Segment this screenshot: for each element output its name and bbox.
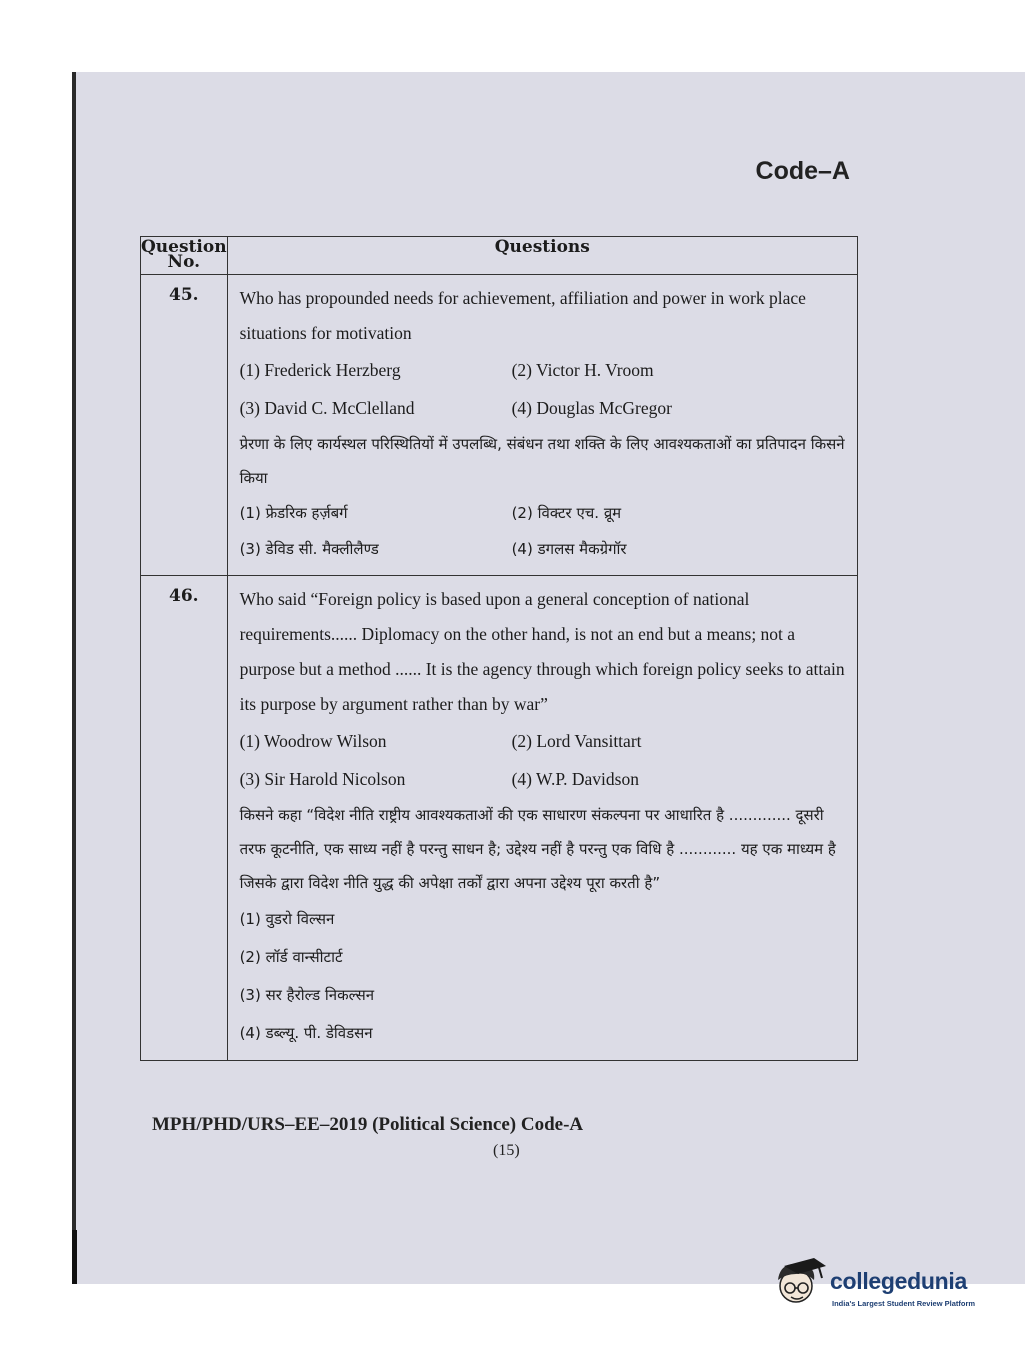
question-row-46	[141, 576, 858, 1061]
options-en	[240, 351, 853, 427]
question-text-en: Who said “Foreign policy is based upon a general conception of national requirements...... Diplomacy on the other hand, is not an end but a means; not a purpose but a method ...... It is the agency through which foreign policy seeks to attain its purpose by argument rather than by war”	[239, 589, 845, 714]
logo-name: collegedunia	[830, 1268, 967, 1294]
question-no-header: Question No.	[141, 237, 228, 275]
collegedunia-logo[interactable]	[770, 1250, 1000, 1318]
option-2: (2) Lord Vansittart	[511, 731, 642, 751]
option-2: (2) Victor H. Vroom	[511, 360, 654, 380]
question-body	[227, 275, 857, 576]
option-1: (1) Frederick Herzberg	[239, 360, 401, 380]
questions-table	[140, 236, 858, 1061]
footer-title: MPH/PHD/URS–EE–2019 (Political Science) Code-A	[152, 1114, 584, 1135]
bleed-through-text	[140, 172, 150, 205]
question-body	[227, 576, 857, 1061]
option-2-hi: (2) विक्टर एच. व्रूम	[511, 504, 622, 522]
code-label: Code–A	[755, 157, 850, 185]
option-2-hi: (2) लॉर्ड वान्सीटार्ट	[239, 948, 343, 966]
scan-edge-left	[72, 72, 76, 1284]
questions-header: Questions	[227, 237, 857, 275]
question-text-hi: किसने कहा “विदेश नीति राष्ट्रीय आवश्यकताओं की एक साधारण संकल्पना पर आधारित है ............. दूसरी तरफ कूटनीति, एक साध्य नहीं है परन्तु साधन है; उद्देश्य नहीं है परन्तु एक विधि है ............ यह एक माध्यम है जिसके द्वारा विदेश नीति युद्ध की अपेक्षा तर्कों द्वारा अपना उद्देश्य पूरा करती है”	[239, 806, 836, 892]
table-header-row	[141, 237, 858, 275]
mascot-icon	[770, 1250, 830, 1318]
page-number: (15)	[493, 1142, 520, 1159]
scan-edge-bottom	[72, 1230, 77, 1284]
question-number: 45.	[141, 275, 228, 576]
option-1: (1) Woodrow Wilson	[239, 731, 387, 751]
option-4: (4) W.P. Davidson	[511, 769, 639, 789]
option-4: (4) Douglas McGregor	[511, 398, 672, 418]
logo-tagline: India's Largest Student Review Platform	[832, 1299, 976, 1308]
options-en	[240, 722, 853, 798]
option-4-hi: (4) डगलस मैकग्रेगॉर	[511, 540, 627, 558]
option-3-hi: (3) डेविड सी. मैक्लीलैण्ड	[239, 540, 379, 558]
option-1-hi: (1) फ्रेडरिक हर्ज़बर्ग	[239, 504, 348, 522]
options-hi	[240, 495, 853, 567]
question-number: 46.	[141, 576, 228, 1061]
question-text-en: Who has propounded needs for achievement, affiliation and power in work place situations for motivation	[239, 288, 806, 343]
question-text-hi: प्रेरणा के लिए कार्यस्थल परिस्थितियों में उपलब्धि, संबंधन तथा शक्ति के लिए आवश्यकताओं का प्रतिपादन किसने किया	[239, 435, 845, 487]
option-3-hi: (3) सर हैरोल्ड निकल्सन	[239, 986, 375, 1004]
question-row-45	[141, 275, 858, 576]
option-4-hi: (4) डब्ल्यू. पी. डेविडसन	[239, 1024, 373, 1042]
option-1-hi: (1) वुडरो विल्सन	[239, 910, 335, 928]
option-3: (3) David C. McClelland	[239, 398, 415, 418]
option-3: (3) Sir Harold Nicolson	[239, 769, 406, 789]
